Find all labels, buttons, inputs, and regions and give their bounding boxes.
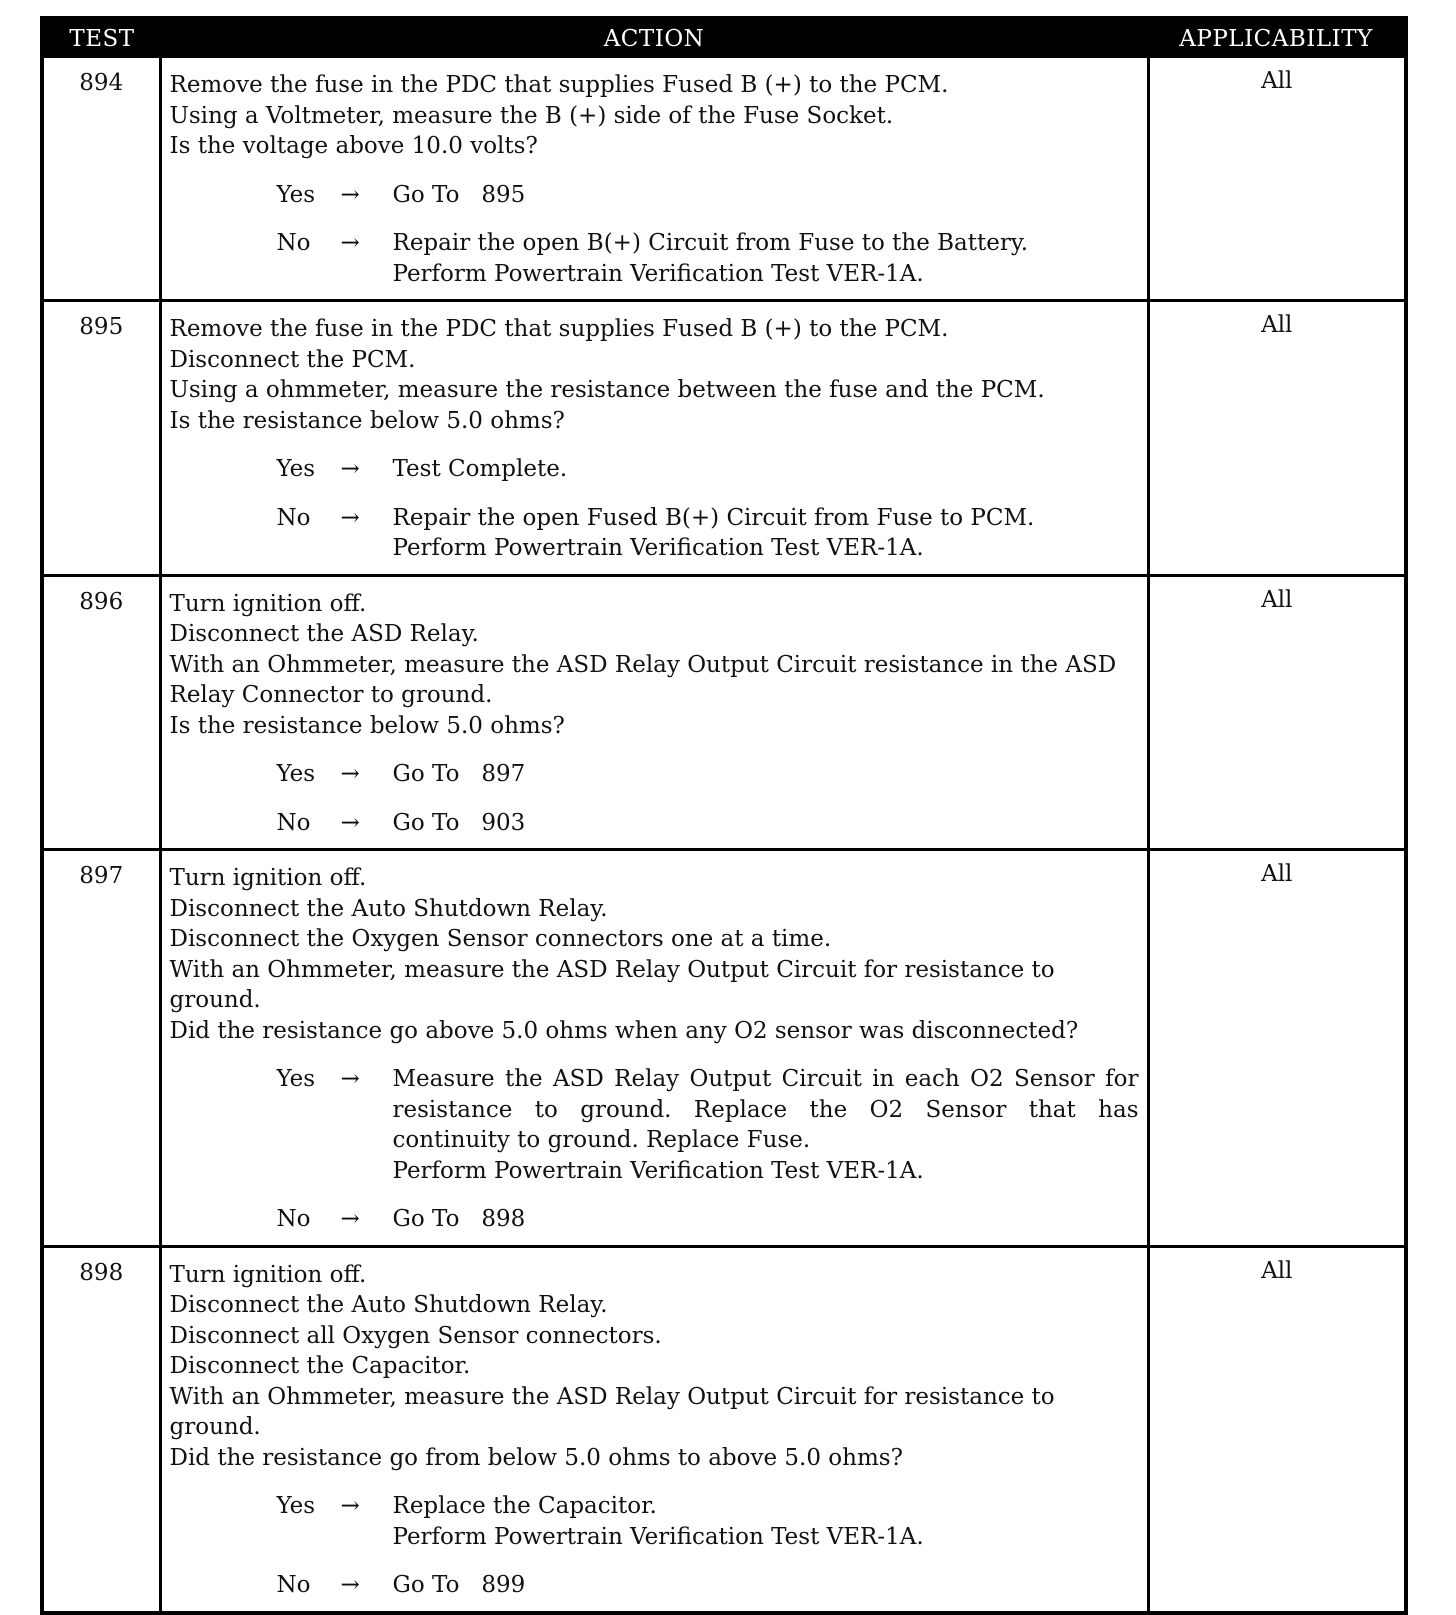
arrow-right-icon: → [340,761,360,787]
arrow-right-icon: → [340,456,360,482]
action-step: Disconnect the Auto Shutdown Relay. [169,895,608,922]
arrow-right-icon: → [340,230,360,256]
result-line: Go To 899 [392,1572,526,1598]
outcome-no [277,228,1139,289]
outcome-yes [277,759,1139,790]
applicability-value: All [1148,850,1406,1247]
outcome-yes [276,1064,1146,1186]
outcome-yes [277,1491,1139,1552]
action-step: Disconnect the Capacitor. [169,1353,471,1379]
outcome-no [277,503,1139,564]
answer-yes-result [393,180,1139,211]
action-step: Did the resistance go above 5.0 ohms when any O2 sensor was disconnected? [169,1017,1079,1044]
answer-no-label: No [276,809,311,836]
action-cell [160,575,1148,850]
action-step: With an Ohmmeter, measure the ASD Relay Output Circuit for resistance to ground. [169,956,1055,1013]
answer-no-result [393,228,1139,289]
outcome-no [277,1204,1139,1235]
result-line: Go To 897 [392,761,526,787]
action-step: Is the resistance below 5.0 ohms? [169,712,565,739]
action-cell [160,301,1148,576]
result-line: Go To 898 [392,1206,526,1232]
test-number: 894 [42,58,160,301]
action-step: Using a ohmmeter, measure the resistance between the fuse and the PCM. [169,377,1045,403]
answer-yes-result [392,1064,1146,1186]
header-applicability: APPLICABILITY [1148,18,1406,58]
result-line: Repair the open Fused B(+) Circuit from Fuse to PCM. [392,504,1035,531]
action-step: Turn ignition off. [169,865,367,891]
answer-yes-result [393,454,1139,485]
answer-yes-label: Yes [276,181,316,208]
action-step: Disconnect the Oxygen Sensor connectors one at a time. [169,926,832,952]
action-cell [160,58,1148,301]
action-step: Remove the fuse in the PDC that supplies Fused B (+) to the PCM. [169,72,949,98]
action-cell [160,1246,1148,1613]
answer-no-label: No [276,1206,311,1232]
answer-yes-label: Yes [276,456,316,482]
action-step: Did the resistance go from below 5.0 ohms to above 5.0 ohms? [169,1444,903,1471]
answer-no-label: No [276,1572,311,1598]
action-step: Disconnect all Oxygen Sensor connectors. [169,1322,662,1349]
answer-yes-result [393,759,1139,790]
outcome-yes [277,180,1139,211]
applicability-value: All [1148,575,1406,850]
action-step: Is the resistance below 5.0 ohms? [169,407,565,434]
answer-no-result [393,808,1139,839]
action-step: Is the voltage above 10.0 volts? [169,133,538,159]
result-line: Test Complete. [392,456,568,482]
action-cell [160,850,1148,1247]
action-step: Using a Voltmeter, measure the B (+) side of the Fuse Socket. [169,102,894,129]
applicability-value: All [1148,301,1406,576]
arrow-right-icon: → [340,1493,360,1519]
arrow-right-icon: → [340,809,360,836]
result-line: Perform Powertrain Verification Test VER-1A. [392,1523,924,1550]
arrow-right-icon: → [340,504,360,531]
arrow-right-icon: → [340,1206,360,1232]
action-step: Disconnect the PCM. [169,346,416,373]
answer-yes-label: Yes [276,761,316,787]
result-line: Measure the ASD Relay Output Circuit in each O2 Sensor for resistance to ground. Replace the O2 Sensor that has continuity to ground. Replace Fuse. [392,1066,1146,1153]
answer-no-label: No [276,230,311,256]
result-line: Replace the Capacitor. [392,1493,657,1519]
result-line: Perform Powertrain Verification Test VER-1A. [392,1157,924,1184]
action-step: Turn ignition off. [169,590,367,617]
table-row [42,575,1406,850]
action-step: With an Ohmmeter, measure the ASD Relay Output Circuit for resistance to ground. [169,1383,1055,1440]
outcome-no [277,808,1139,839]
header-test: TEST [42,18,160,58]
outcome-no [277,1570,1139,1601]
answer-no-result [393,1204,1139,1235]
answer-no-result [393,503,1139,564]
test-number: 896 [42,575,160,850]
answer-no-result [393,1570,1139,1601]
table-row [42,1246,1406,1613]
table-body [42,58,1406,1613]
result-line: Perform Powertrain Verification Test VER-1A. [392,260,924,287]
result-line: Repair the open B(+) Circuit from Fuse to the Battery. [392,230,1029,256]
test-number: 898 [42,1246,160,1613]
table-row [42,301,1406,576]
arrow-right-icon: → [340,181,360,208]
test-number: 895 [42,301,160,576]
arrow-right-icon: → [340,1066,360,1092]
test-number: 897 [42,850,160,1247]
action-step: With an Ohmmeter, measure the ASD Relay Output Circuit resistance in the ASD Relay Connector to ground. [169,651,1117,708]
diagnostic-test-table [40,16,1408,1615]
result-line: Go To 903 [392,809,526,836]
table-header-row [42,18,1406,58]
action-step: Disconnect the Auto Shutdown Relay. [169,1292,608,1318]
header-action: ACTION [160,18,1148,58]
answer-yes-result [393,1491,1139,1552]
answer-yes-label: Yes [276,1493,316,1519]
answer-no-label: No [276,504,311,531]
outcome-yes [277,454,1139,485]
answer-yes-label: Yes [276,1066,316,1092]
action-step: Turn ignition off. [169,1261,367,1288]
result-line: Perform Powertrain Verification Test VER-1A. [392,535,924,561]
applicability-value: All [1148,1246,1406,1613]
table-row [42,58,1406,301]
action-step: Disconnect the ASD Relay. [169,621,479,647]
diagnostic-test-table-page [40,16,1404,1615]
applicability-value: All [1148,58,1406,301]
result-line: Go To 895 [392,181,526,208]
arrow-right-icon: → [340,1572,360,1598]
action-step: Remove the fuse in the PDC that supplies Fused B (+) to the PCM. [169,316,949,342]
table-row [42,850,1406,1247]
